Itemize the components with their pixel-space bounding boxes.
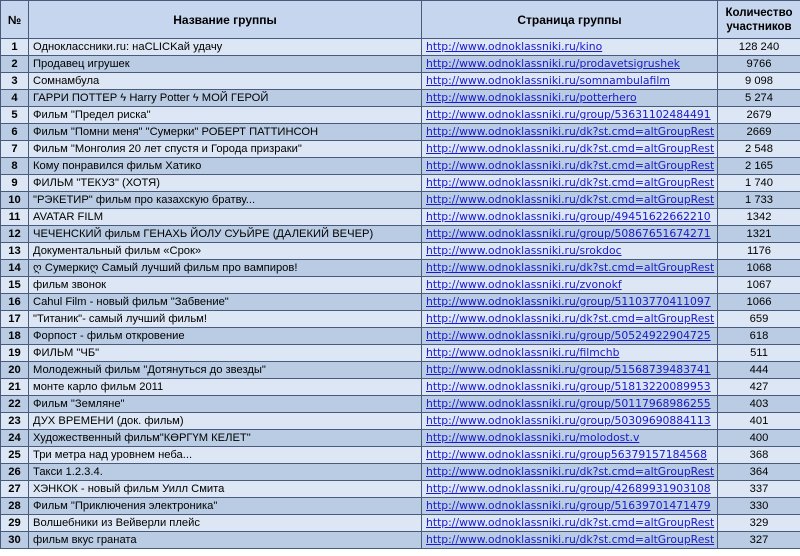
group-page-link[interactable]: http://www.odnoklassniki.ru/zvonokf xyxy=(426,278,622,291)
row-number: 19 xyxy=(1,345,29,362)
group-page-cell xyxy=(422,56,718,73)
group-page-cell xyxy=(422,311,718,328)
group-name: ღ Сумеркиღ Самый лучший фильм про вампиров! xyxy=(29,260,422,277)
group-name: Форпост - фильм откровение xyxy=(29,328,422,345)
group-page-link[interactable]: http://www.odnoklassniki.ru/group/49451622662210 xyxy=(426,210,711,223)
group-page-link[interactable]: http://www.odnoklassniki.ru/group/50867651674271 xyxy=(426,227,711,240)
header-member-count: Количество участников xyxy=(718,1,800,39)
group-page-link[interactable]: http://www.odnoklassniki.ru/group/51639701471479 xyxy=(426,499,711,512)
group-page-link[interactable]: http://www.odnoklassniki.ru/group/42689931903108 xyxy=(426,482,711,495)
group-page-cell xyxy=(422,90,718,107)
group-page-cell xyxy=(422,379,718,396)
group-name: Три метра над уровнем неба... xyxy=(29,447,422,464)
group-page-link[interactable]: http://www.odnoklassniki.ru/group/51568739483741 xyxy=(426,363,711,376)
row-number: 6 xyxy=(1,124,29,141)
group-page-cell xyxy=(422,39,718,56)
member-count: 1067 xyxy=(718,277,800,294)
group-page-cell xyxy=(422,498,718,515)
group-name: Продавец игрушек xyxy=(29,56,422,73)
group-page-cell xyxy=(422,294,718,311)
row-number: 28 xyxy=(1,498,29,515)
member-count: 327 xyxy=(718,532,800,549)
table-row xyxy=(1,90,800,107)
group-page-cell xyxy=(422,226,718,243)
group-page-link[interactable]: http://www.odnoklassniki.ru/group/50524922904725 xyxy=(426,329,711,342)
table-row xyxy=(1,192,800,209)
table-row xyxy=(1,362,800,379)
row-number: 10 xyxy=(1,192,29,209)
group-page-link[interactable]: http://www.odnoklassniki.ru/dk?st.cmd=altGroupRest xyxy=(426,465,715,478)
group-name: Такси 1.2.3.4. xyxy=(29,464,422,481)
table-row xyxy=(1,396,800,413)
member-count: 2 165 xyxy=(718,158,800,175)
member-count: 427 xyxy=(718,379,800,396)
group-page-link[interactable]: http://www.odnoklassniki.ru/dk?st.cmd=altGroupRest xyxy=(426,261,715,274)
group-page-cell xyxy=(422,362,718,379)
table-row xyxy=(1,56,800,73)
group-page-link[interactable]: http://www.odnoklassniki.ru/group/50117968986255 xyxy=(426,397,711,410)
group-page-link[interactable]: http://www.odnoklassniki.ru/dk?st.cmd=altGroupRest xyxy=(426,516,715,529)
group-page-link[interactable]: http://www.odnoklassniki.ru/dk?st.cmd=altGroupRest xyxy=(426,159,715,172)
group-name: Cahul Film - новый фильм "Забвение" xyxy=(29,294,422,311)
row-number: 8 xyxy=(1,158,29,175)
row-number: 27 xyxy=(1,481,29,498)
member-count: 337 xyxy=(718,481,800,498)
table-row xyxy=(1,328,800,345)
row-number: 13 xyxy=(1,243,29,260)
member-count: 9 098 xyxy=(718,73,800,90)
group-name: AVATAR FILM xyxy=(29,209,422,226)
group-name: Фильм "Монголия 20 лет спустя и Города призраки" xyxy=(29,141,422,158)
group-name: "Титаник"- самый лучший фильм! xyxy=(29,311,422,328)
member-count: 330 xyxy=(718,498,800,515)
table-body xyxy=(1,39,800,549)
group-name: Волшебники из Вейверли плейс xyxy=(29,515,422,532)
row-number: 18 xyxy=(1,328,29,345)
table-row xyxy=(1,175,800,192)
group-page-link[interactable]: http://www.odnoklassniki.ru/prodavetsigrushek xyxy=(426,57,681,70)
group-page-cell xyxy=(422,124,718,141)
group-name: Сомнамбула xyxy=(29,73,422,90)
table-row xyxy=(1,39,800,56)
table-row xyxy=(1,481,800,498)
group-name: Молодежный фильм "Дотянуться до звезды" xyxy=(29,362,422,379)
table-row xyxy=(1,464,800,481)
group-page-cell xyxy=(422,532,718,549)
group-name: фильм вкус граната xyxy=(29,532,422,549)
table-row xyxy=(1,532,800,549)
table-row xyxy=(1,447,800,464)
member-count: 659 xyxy=(718,311,800,328)
row-number: 9 xyxy=(1,175,29,192)
member-count: 403 xyxy=(718,396,800,413)
table-row xyxy=(1,498,800,515)
group-name: Кому понравился фильм Хатико xyxy=(29,158,422,175)
group-name: Одноклассники.ru: наCLICKай удачу xyxy=(29,39,422,56)
group-page-link[interactable]: http://www.odnoklassniki.ru/dk?st.cmd=altGroupRest xyxy=(426,533,715,546)
table-row xyxy=(1,345,800,362)
table-row xyxy=(1,311,800,328)
group-name: ФИЛЬМ "ЧБ" xyxy=(29,345,422,362)
group-page-link[interactable]: http://www.odnoklassniki.ru/group/50309690884113 xyxy=(426,414,711,427)
table-row xyxy=(1,243,800,260)
member-count: 1066 xyxy=(718,294,800,311)
table-row xyxy=(1,379,800,396)
table-row xyxy=(1,226,800,243)
row-number: 16 xyxy=(1,294,29,311)
group-page-link[interactable]: http://www.odnoklassniki.ru/molodost.v xyxy=(426,431,640,444)
member-count: 5 274 xyxy=(718,90,800,107)
member-count: 1176 xyxy=(718,243,800,260)
row-number: 2 xyxy=(1,56,29,73)
group-name: Художественный фильм"КӨРГҮМ КЕЛЕТ" xyxy=(29,430,422,447)
group-page-cell xyxy=(422,345,718,362)
row-number: 17 xyxy=(1,311,29,328)
group-page-cell xyxy=(422,464,718,481)
group-page-cell xyxy=(422,277,718,294)
member-count: 618 xyxy=(718,328,800,345)
member-count: 128 240 xyxy=(718,39,800,56)
group-name: ФИЛЬМ "ТЕКУЗ" (ХОТЯ) xyxy=(29,175,422,192)
member-count: 329 xyxy=(718,515,800,532)
group-name: "РЭКЕТИР" фильм про казахскую братву... xyxy=(29,192,422,209)
row-number: 20 xyxy=(1,362,29,379)
row-number: 26 xyxy=(1,464,29,481)
member-count: 1 733 xyxy=(718,192,800,209)
member-count: 2679 xyxy=(718,107,800,124)
group-name: ХЭНКОК - новый фильм Уилл Смита xyxy=(29,481,422,498)
row-number: 21 xyxy=(1,379,29,396)
group-page-cell xyxy=(422,175,718,192)
row-number: 1 xyxy=(1,39,29,56)
row-number: 5 xyxy=(1,107,29,124)
group-page-link[interactable]: http://www.odnoklassniki.ru/dk?st.cmd=altGroupRest xyxy=(426,142,715,155)
member-count: 1321 xyxy=(718,226,800,243)
group-page-link[interactable]: http://www.odnoklassniki.ru/group56379157184568 xyxy=(426,448,708,461)
group-page-cell xyxy=(422,192,718,209)
group-name: ЧЕЧЕНСКИЙ фильм ГЕНАХЬ ЙОЛУ СУЬЙРЕ (ДАЛЕКИЙ ВЕЧЕР) xyxy=(29,226,422,243)
header-number: № xyxy=(1,1,29,39)
table-row xyxy=(1,515,800,532)
member-count: 1342 xyxy=(718,209,800,226)
group-page-cell xyxy=(422,73,718,90)
member-count: 511 xyxy=(718,345,800,362)
member-count: 1068 xyxy=(718,260,800,277)
group-page-cell xyxy=(422,515,718,532)
group-name: Фильм "Помни меня" "Сумерки" РОБЕРТ ПАТТИНСОН xyxy=(29,124,422,141)
group-page-link[interactable]: http://www.odnoklassniki.ru/dk?st.cmd=altGroupRest xyxy=(426,193,715,206)
group-page-link[interactable]: http://www.odnoklassniki.ru/potterhero xyxy=(426,91,637,104)
member-count: 364 xyxy=(718,464,800,481)
group-page-cell xyxy=(422,396,718,413)
group-page-link[interactable]: http://www.odnoklassniki.ru/kino xyxy=(426,40,603,53)
row-number: 22 xyxy=(1,396,29,413)
header-group-page: Страница группы xyxy=(422,1,718,39)
group-page-link[interactable]: http://www.odnoklassniki.ru/dk?st.cmd=altGroupRest xyxy=(426,312,715,325)
group-page-link[interactable]: http://www.odnoklassniki.ru/group/51103770411097 xyxy=(426,295,711,308)
member-count: 368 xyxy=(718,447,800,464)
table-row xyxy=(1,209,800,226)
row-number: 12 xyxy=(1,226,29,243)
member-count: 9766 xyxy=(718,56,800,73)
group-page-link[interactable]: http://www.odnoklassniki.ru/srokdoc xyxy=(426,244,622,257)
member-count: 1 740 xyxy=(718,175,800,192)
table-row xyxy=(1,260,800,277)
group-page-cell xyxy=(422,243,718,260)
group-page-link[interactable]: http://www.odnoklassniki.ru/dk?st.cmd=altGroupRest xyxy=(426,125,715,138)
member-count: 2669 xyxy=(718,124,800,141)
group-page-link[interactable]: http://www.odnoklassniki.ru/group/51813220089953 xyxy=(426,380,711,393)
group-page-link[interactable]: http://www.odnoklassniki.ru/filmchb xyxy=(426,346,620,359)
group-name: ГАРРИ ПОТТЕР ϟ Harry Potter ϟ МОЙ ГЕРОЙ xyxy=(29,90,422,107)
group-name: Фильм "Земляне" xyxy=(29,396,422,413)
row-number: 25 xyxy=(1,447,29,464)
group-name: монте карло фильм 2011 xyxy=(29,379,422,396)
group-page-cell xyxy=(422,260,718,277)
group-page-link[interactable]: http://www.odnoklassniki.ru/dk?st.cmd=altGroupRest xyxy=(426,176,715,189)
group-page-cell xyxy=(422,209,718,226)
table-row xyxy=(1,277,800,294)
row-number: 7 xyxy=(1,141,29,158)
group-page-link[interactable]: http://www.odnoklassniki.ru/group/53631102484491 xyxy=(426,108,711,121)
table-row xyxy=(1,158,800,175)
table-row xyxy=(1,124,800,141)
group-page-cell xyxy=(422,107,718,124)
group-page-cell xyxy=(422,481,718,498)
row-number: 14 xyxy=(1,260,29,277)
row-number: 15 xyxy=(1,277,29,294)
row-number: 29 xyxy=(1,515,29,532)
group-page-cell xyxy=(422,430,718,447)
table-row xyxy=(1,430,800,447)
member-count: 2 548 xyxy=(718,141,800,158)
row-number: 24 xyxy=(1,430,29,447)
row-number: 4 xyxy=(1,90,29,107)
member-count: 400 xyxy=(718,430,800,447)
group-page-cell xyxy=(422,141,718,158)
member-count: 444 xyxy=(718,362,800,379)
group-name: ДУХ ВРЕМЕНИ (док. фильм) xyxy=(29,413,422,430)
table-row xyxy=(1,107,800,124)
group-name: Фильм "Предел риска" xyxy=(29,107,422,124)
table-row xyxy=(1,73,800,90)
row-number: 23 xyxy=(1,413,29,430)
header-group-name: Название группы xyxy=(29,1,422,39)
member-count: 401 xyxy=(718,413,800,430)
group-name: фильм звонок xyxy=(29,277,422,294)
header-row xyxy=(1,1,800,39)
row-number: 11 xyxy=(1,209,29,226)
group-page-cell xyxy=(422,328,718,345)
table-row xyxy=(1,413,800,430)
group-page-cell xyxy=(422,158,718,175)
group-page-link[interactable]: http://www.odnoklassniki.ru/somnambulafilm xyxy=(426,74,670,87)
group-name: Фильм "Приключения электроника" xyxy=(29,498,422,515)
row-number: 30 xyxy=(1,532,29,549)
table-row xyxy=(1,294,800,311)
table-row xyxy=(1,141,800,158)
group-page-cell xyxy=(422,447,718,464)
group-page-cell xyxy=(422,413,718,430)
row-number: 3 xyxy=(1,73,29,90)
group-name: Документальный фильм «Срок» xyxy=(29,243,422,260)
